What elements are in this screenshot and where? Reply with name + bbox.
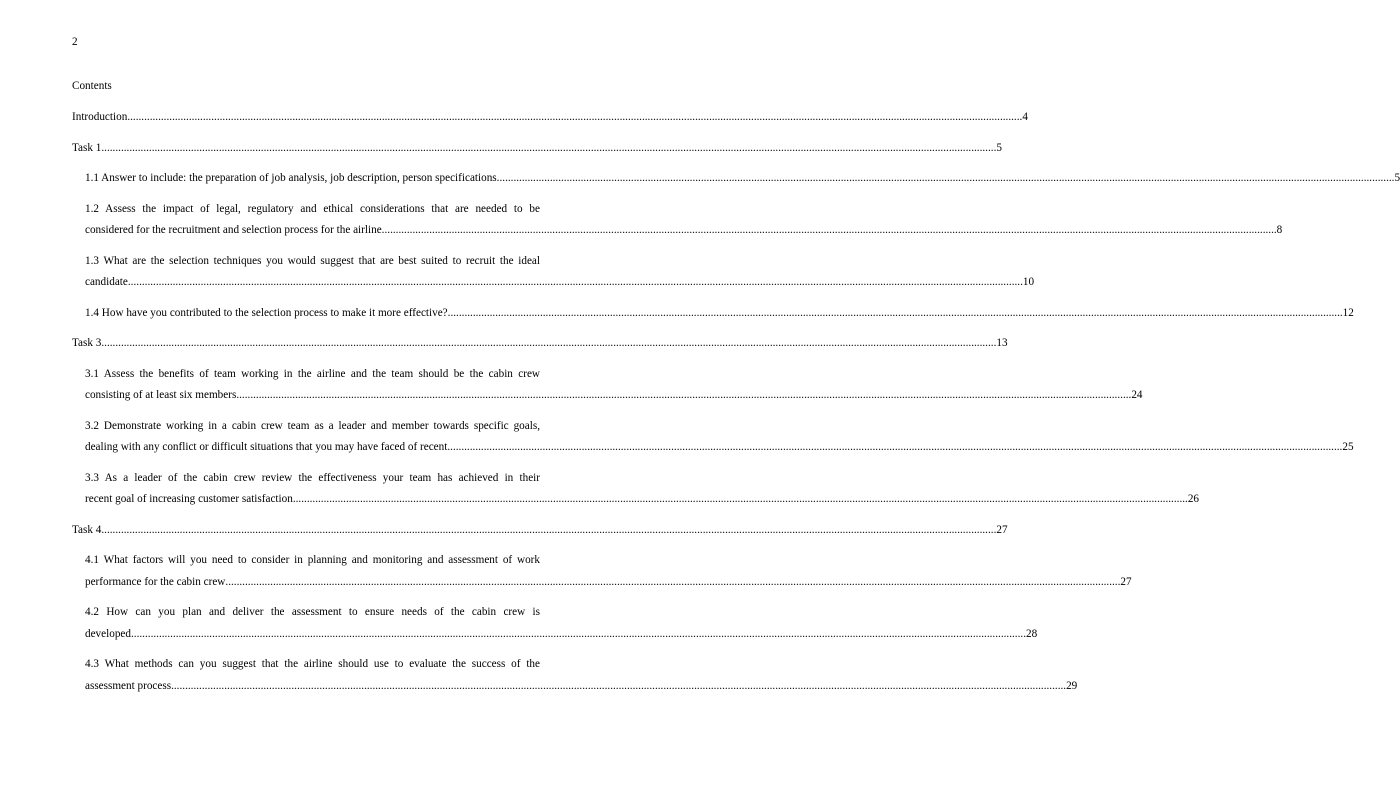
toc-entry-title: considered for the recruitment and selection process for the airline <box>85 224 382 236</box>
page-number: 2 <box>72 36 78 48</box>
toc-leader-dots <box>236 385 1131 407</box>
toc-entry-page: 27 <box>1120 575 1132 588</box>
toc-entry-first-line: 3.2 Demonstrate working in a cabin crew team as a leader and member towards specific goals, <box>85 419 540 432</box>
toc-entry-page: 29 <box>1066 679 1078 692</box>
toc-entry-page: 5 <box>1394 172 1400 184</box>
toc-entry-first-line: 3.3 As a leader of the cabin crew review the effectiveness your team has achieved in their <box>85 471 540 484</box>
toc-entry-page: 24 <box>1131 389 1143 401</box>
toc-entry-first-line: 3.1 Assess the benefits of team working in the airline and the team should be the cabin crew <box>85 367 540 380</box>
toc-entry-page: 25 <box>1342 441 1354 453</box>
toc-leader-dots <box>448 303 1343 325</box>
toc-entry-title: candidate <box>85 276 128 288</box>
toc-leader-dots <box>171 676 1066 698</box>
toc-entry-page: 12 <box>1342 306 1354 319</box>
toc-entry-first-line: 4.2 How can you plan and deliver the assessment to ensure needs of the cabin crew is <box>85 606 540 618</box>
toc-entry-task-3[interactable] <box>72 333 1008 355</box>
toc-entry-page: 4 <box>1022 111 1028 123</box>
toc-entry-title: developed <box>85 627 131 640</box>
toc-entry-page: 8 <box>1276 224 1283 236</box>
toc-leader-dots <box>382 220 1277 242</box>
toc-entry-4-3[interactable] <box>85 654 1078 697</box>
toc-entry-task-4[interactable] <box>72 520 1008 542</box>
toc-entry-4-2[interactable] <box>85 602 1038 645</box>
toc-leader-dots <box>499 168 1394 190</box>
toc-leader-dots <box>128 272 1023 294</box>
toc-entry-3-2[interactable] <box>85 416 1354 459</box>
toc-entry-title: Task 3 <box>72 337 102 349</box>
toc-entry-title: dealing with any conflict or difficult situations that you may have faced of recent <box>85 441 448 453</box>
toc-entry-title: assessment process <box>85 679 172 692</box>
toc-entry-first-line: 4.3 What methods can you suggest that the airline should use to evaluate the success of the <box>85 658 540 670</box>
toc-entry-title: 1.4 How have you contributed to the selection process to make it more effective? <box>85 306 448 319</box>
toc-entry-first-line: 1.3 What are the selection techniques you would suggest that are best suited to recruit the ideal <box>85 254 540 267</box>
toc-leader-dots <box>447 437 1342 459</box>
toc-leader-dots <box>131 624 1026 646</box>
table-of-contents <box>72 107 1400 706</box>
toc-entry-title: Task 4 <box>72 523 102 536</box>
toc-entry-title: Task 1 <box>72 141 102 154</box>
toc-leader-dots <box>225 572 1120 594</box>
toc-entry-page: 10 <box>1022 276 1035 288</box>
toc-entry-1-3[interactable] <box>85 251 1035 294</box>
toc-entry-page: 26 <box>1187 493 1200 505</box>
toc-leader-dots <box>127 107 1022 129</box>
toc-leader-dots <box>101 520 996 542</box>
toc-entry-3-3[interactable] <box>85 468 1200 511</box>
toc-entry-title: 1.1 Answer to include: the preparation of job analysis, job description, person specifications. <box>85 172 500 184</box>
toc-entry-page: 13 <box>996 337 1008 349</box>
toc-entry-first-line: 4.1 What factors will you need to consider in planning and monitoring and assessment of work <box>85 554 540 566</box>
toc-entry-title: performance for the cabin crew <box>85 575 226 588</box>
toc-entry-introduction[interactable] <box>72 107 1028 129</box>
toc-entry-title: consisting of at least six members <box>85 389 237 401</box>
toc-entry-1-1[interactable] <box>85 168 1400 190</box>
toc-leader-dots <box>101 333 996 355</box>
toc-entry-page: 5 <box>996 141 1002 154</box>
toc-entry-1-4[interactable] <box>85 303 1354 325</box>
toc-entry-page: 28 <box>1025 627 1038 640</box>
contents-heading: Contents <box>72 80 112 92</box>
toc-entry-4-1[interactable] <box>85 550 1132 593</box>
toc-entry-title: Introduction <box>72 111 128 123</box>
toc-entry-first-line: 1.2 Assess the impact of legal, regulatory and ethical considerations that are needed to be <box>85 202 540 215</box>
toc-leader-dots <box>293 489 1188 511</box>
toc-entry-3-1[interactable] <box>85 364 1143 407</box>
toc-entry-page: 27 <box>996 523 1008 536</box>
toc-entry-1-2[interactable] <box>85 199 1283 242</box>
toc-entry-task-1[interactable] <box>72 138 1002 160</box>
toc-leader-dots <box>101 138 996 160</box>
toc-entry-title: recent goal of increasing customer satisfaction <box>85 493 293 505</box>
